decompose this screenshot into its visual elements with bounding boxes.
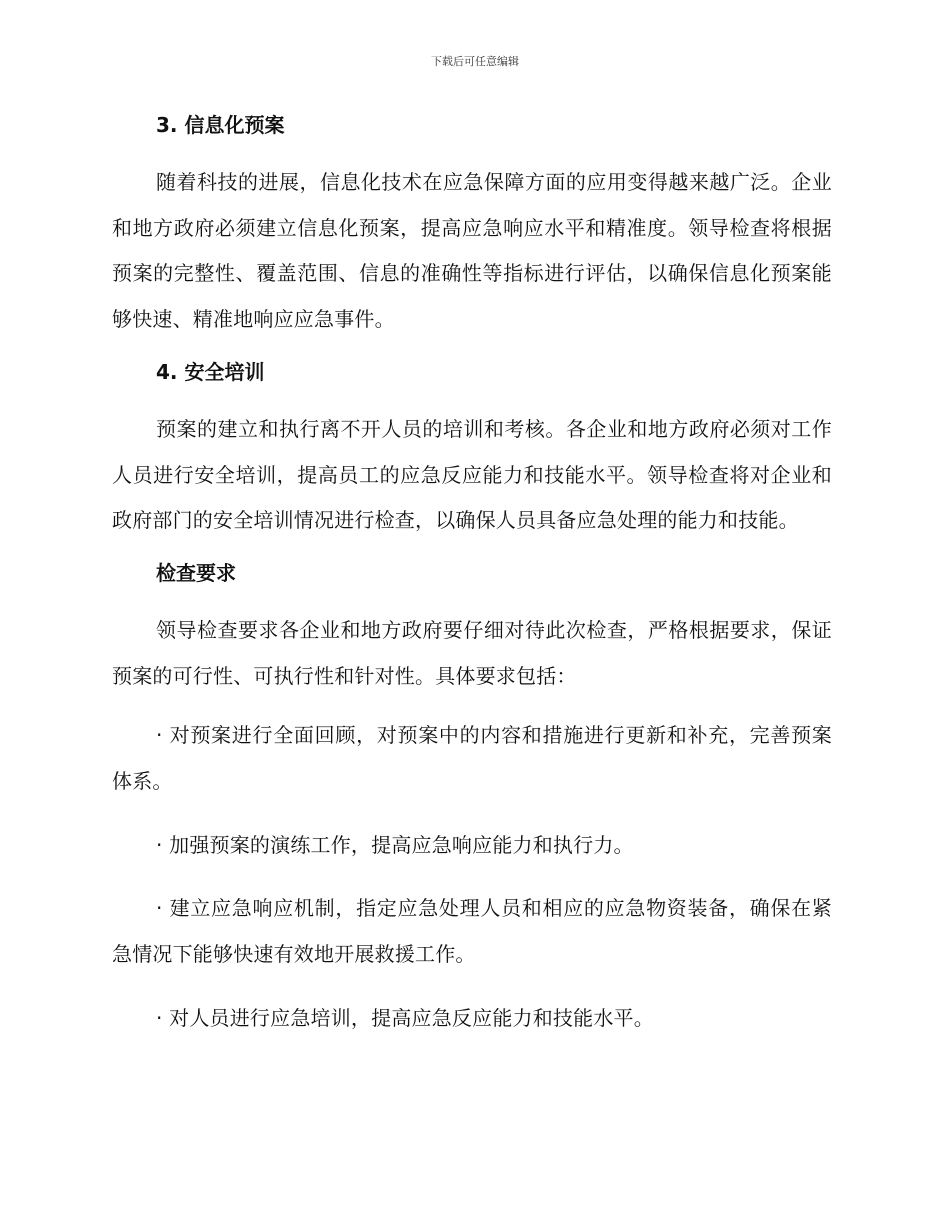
requirements-paragraph: 领导检查要求各企业和地方政府要仔细对待此次检查，严格根据要求，保证预案的可行性、可执行性和针对性。具体要求包括： [112,617,832,688]
section-3-heading: 3. 信息化预案 [156,113,285,137]
section-4-paragraph: 预案的建立和执行离不开人员的培训和考核。各企业和地方政府必须对工作人员进行安全培训，提高员工的应急反应能力和技能水平。领导检查将对企业和政府部门的安全培训情况进行检查，以确保人员具备应急处理的能力和技能。 [112,416,832,533]
section-3-paragraph: 随着科技的进展，信息化技术在应急保障方面的应用变得越来越广泛。企业和地方政府必须建立信息化预案，提高应急响应水平和精准度。领导检查将根据预案的完整性、覆盖范围、信息的准确性等指标进行评估，以确保信息化预案能够快速、精准地响应应急事件。 [112,170,832,332]
document-body [112,110,832,1060]
page-header-note: 下载后可任意编辑 [431,55,519,68]
requirement-item: · 加强预案的演练工作，提高应急响应能力和执行力。 [156,832,634,857]
requirement-item: · 对人员进行应急培训，提高应急反应能力和技能水平。 [156,1005,654,1030]
requirement-item: · 建立应急响应机制，指定应急处理人员和相应的应急物资装备，确保在紧急情况下能够快速有效地开展救援工作。 [112,896,832,967]
requirements-heading: 检查要求 [156,560,236,585]
requirement-item: · 对预案进行全面回顾，对预案中的内容和措施进行更新和补充，完善预案体系。 [112,723,832,794]
section-4-heading: 4. 安全培训 [156,359,265,384]
